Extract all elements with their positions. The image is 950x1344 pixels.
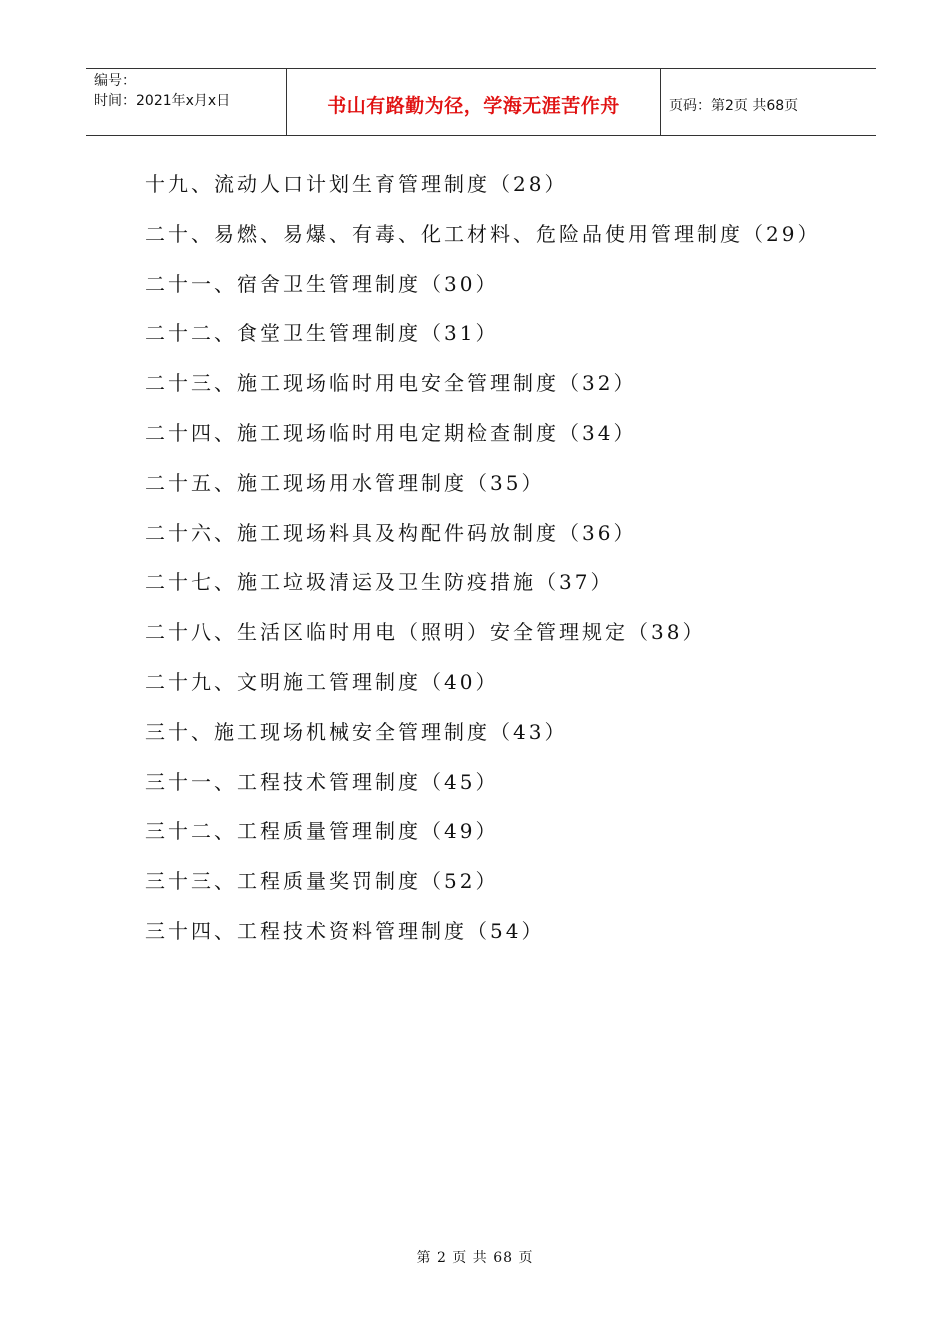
toc-item: 二十九、文明施工管理制度（40） — [145, 669, 499, 694]
footer-page-number: 第 2 页 共 68 页 — [416, 1250, 534, 1266]
number-label: 编号： — [94, 73, 136, 89]
page-header — [86, 68, 876, 136]
toc-item: 三十四、工程技术资料管理制度（54） — [145, 918, 545, 943]
toc-item: 二十一、宿舍卫生管理制度（30） — [145, 271, 499, 296]
toc-item: 二十三、施工现场临时用电安全管理制度（32） — [145, 371, 637, 396]
table-of-contents — [145, 170, 865, 967]
toc-item: 三十、施工现场机械安全管理制度（43） — [145, 719, 568, 744]
toc-item: 二十四、施工现场临时用电定期检查制度（34） — [145, 420, 637, 445]
toc-item: 二十二、食堂卫生管理制度（31） — [145, 321, 499, 346]
toc-item: 二十六、施工现场料具及构配件码放制度（36） — [145, 520, 637, 545]
toc-item: 三十二、工程质量管理制度（49） — [145, 819, 499, 844]
toc-item: 二十八、生活区临时用电（照明）安全管理规定（38） — [145, 620, 706, 645]
toc-item: 三十三、工程质量奖罚制度（52） — [145, 869, 499, 894]
toc-item: 二十七、施工垃圾清运及卫生防疫措施（37） — [145, 570, 614, 595]
toc-item: 十九、流动人口计划生育管理制度（28） — [145, 172, 568, 196]
toc-item: 二十五、施工现场用水管理制度（35） — [145, 470, 545, 495]
page-info-text: 页码：第2页 共68页 — [669, 98, 799, 114]
time-label: 时间：2021年x月x日 — [94, 93, 231, 109]
page-footer — [0, 1247, 950, 1267]
header-meta — [86, 69, 287, 135]
motto-text: 书山有路勤为径，学海无涯苦作舟 — [327, 94, 620, 117]
toc-item: 三十一、工程技术管理制度（45） — [145, 769, 499, 794]
header-motto-cell — [287, 69, 661, 135]
toc-item: 二十、易燃、易爆、有毒、化工材料、危险品使用管理制度（29） — [145, 221, 821, 246]
header-page-info — [661, 69, 876, 135]
